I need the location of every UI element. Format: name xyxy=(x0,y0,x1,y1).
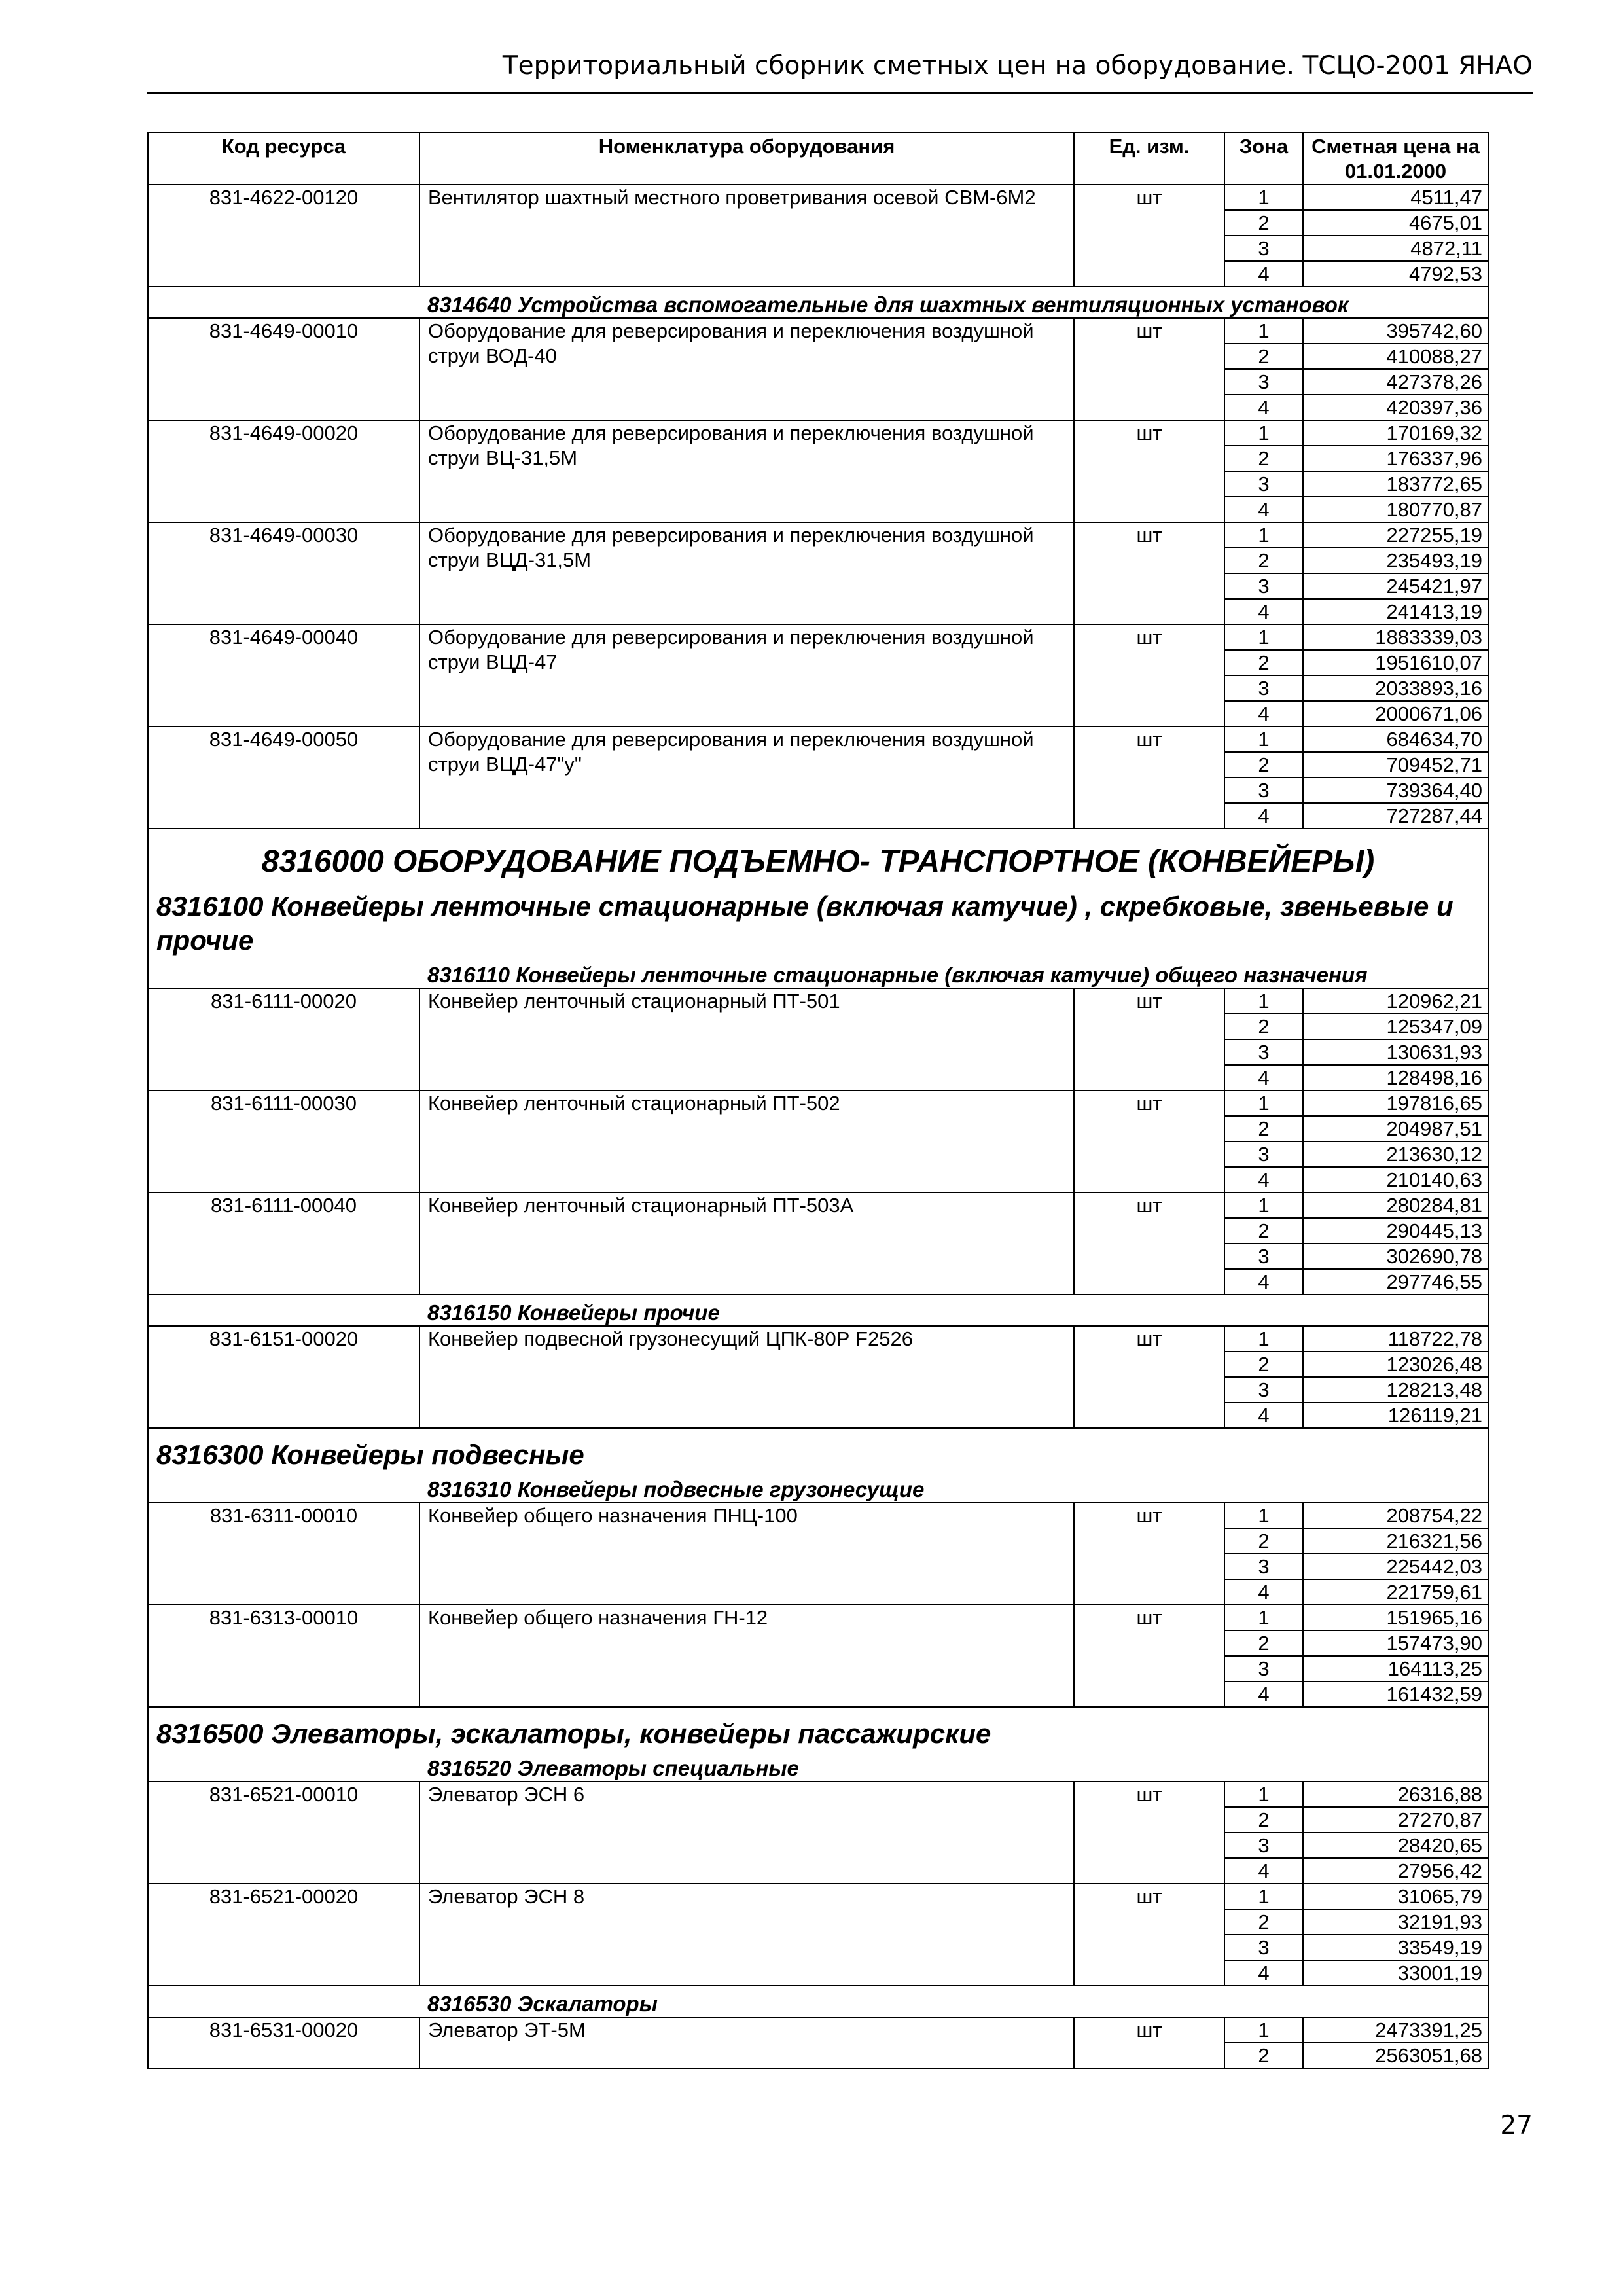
estimated-price: 395742,60 xyxy=(1303,318,1488,344)
equipment-name: Конвейер подвесной грузонесущий ЦПК-80Р F2526 xyxy=(419,1326,1074,1428)
estimated-price: 176337,96 xyxy=(1303,446,1488,471)
zone-value: 3 xyxy=(1224,471,1303,497)
subgroup-heading-spacer xyxy=(148,1751,419,1782)
estimated-price: 27956,42 xyxy=(1303,1858,1488,1884)
estimated-price: 197816,65 xyxy=(1303,1090,1488,1116)
subgroup-heading-row xyxy=(148,287,1488,318)
table-row xyxy=(148,1090,1488,1116)
zone-value: 4 xyxy=(1224,1681,1303,1707)
zone-value: 1 xyxy=(1224,988,1303,1014)
column-header-unit: Ед. изм. xyxy=(1074,132,1224,185)
zone-value: 4 xyxy=(1224,261,1303,287)
estimated-price: 410088,27 xyxy=(1303,344,1488,369)
zone-value: 3 xyxy=(1224,675,1303,701)
zone-value: 2 xyxy=(1224,210,1303,236)
zone-value: 2 xyxy=(1224,446,1303,471)
subgroup-heading: 8316530 Эскалаторы xyxy=(419,1986,1488,2017)
estimated-price: 4792,53 xyxy=(1303,261,1488,287)
estimated-price: 427378,26 xyxy=(1303,369,1488,395)
subgroup-heading-spacer xyxy=(148,287,419,318)
estimated-price: 235493,19 xyxy=(1303,548,1488,573)
column-header-price: Сметная цена на 01.01.2000 xyxy=(1303,132,1488,185)
resource-code: 831-6521-00020 xyxy=(148,1884,419,1986)
zone-value: 1 xyxy=(1224,1782,1303,1807)
group-heading-row xyxy=(148,880,1488,958)
zone-value: 3 xyxy=(1224,369,1303,395)
estimated-price: 302690,78 xyxy=(1303,1244,1488,1269)
subgroup-heading: 8316310 Конвейеры подвесные грузонесущие xyxy=(419,1472,1488,1503)
table-row xyxy=(148,1503,1488,1528)
table-header-row xyxy=(148,132,1488,185)
estimated-price: 180770,87 xyxy=(1303,497,1488,522)
estimated-price: 2033893,16 xyxy=(1303,675,1488,701)
estimated-price: 227255,19 xyxy=(1303,522,1488,548)
resource-code: 831-6111-00040 xyxy=(148,1193,419,1295)
estimated-price: 2473391,25 xyxy=(1303,2017,1488,2043)
estimated-price: 123026,48 xyxy=(1303,1352,1488,1377)
unit-of-measure: шт xyxy=(1074,988,1224,1090)
table-row xyxy=(148,1884,1488,1909)
estimated-price: 2563051,68 xyxy=(1303,2043,1488,2068)
resource-code: 831-4649-00020 xyxy=(148,420,419,522)
table-body xyxy=(148,185,1488,2068)
equipment-name: Оборудование для реверсирования и переключения воздушной струи ВЦ-31,5М xyxy=(419,420,1074,522)
subgroup-heading: 8316110 Конвейеры ленточные стационарные (включая катучие) общего назначения xyxy=(419,958,1488,988)
estimated-price: 280284,81 xyxy=(1303,1193,1488,1218)
column-header-zone: Зона xyxy=(1224,132,1303,185)
estimated-price: 225442,03 xyxy=(1303,1554,1488,1579)
zone-value: 3 xyxy=(1224,1244,1303,1269)
unit-of-measure: шт xyxy=(1074,318,1224,420)
table-row xyxy=(148,988,1488,1014)
unit-of-measure: шт xyxy=(1074,420,1224,522)
estimated-price: 120962,21 xyxy=(1303,988,1488,1014)
unit-of-measure: шт xyxy=(1074,1326,1224,1428)
estimated-price: 727287,44 xyxy=(1303,803,1488,829)
estimated-price: 31065,79 xyxy=(1303,1884,1488,1909)
subgroup-heading-row xyxy=(148,1295,1488,1326)
zone-value: 1 xyxy=(1224,1884,1303,1909)
equipment-name: Оборудование для реверсирования и переключения воздушной струи ВЦД-47 xyxy=(419,624,1074,726)
zone-value: 4 xyxy=(1224,1579,1303,1605)
equipment-name: Вентилятор шахтный местного проветривания осевой СВМ-6М2 xyxy=(419,185,1074,287)
estimated-price: 4675,01 xyxy=(1303,210,1488,236)
equipment-price-table xyxy=(147,132,1489,2069)
table-row xyxy=(148,2017,1488,2043)
zone-value: 1 xyxy=(1224,1326,1303,1352)
header-divider xyxy=(147,92,1533,94)
estimated-price: 216321,56 xyxy=(1303,1528,1488,1554)
table-row xyxy=(148,420,1488,446)
zone-value: 3 xyxy=(1224,1935,1303,1960)
estimated-price: 170169,32 xyxy=(1303,420,1488,446)
table-row xyxy=(148,1193,1488,1218)
table-row xyxy=(148,1782,1488,1807)
estimated-price: 204987,51 xyxy=(1303,1116,1488,1141)
zone-value: 2 xyxy=(1224,1352,1303,1377)
zone-value: 2 xyxy=(1224,1014,1303,1039)
zone-value: 2 xyxy=(1224,1909,1303,1935)
equipment-name: Конвейер ленточный стационарный ПТ-503А xyxy=(419,1193,1074,1295)
unit-of-measure: шт xyxy=(1074,1884,1224,1986)
zone-value: 4 xyxy=(1224,1269,1303,1295)
page-number: 27 xyxy=(1500,2111,1533,2140)
equipment-name: Конвейер ленточный стационарный ПТ-501 xyxy=(419,988,1074,1090)
zone-value: 4 xyxy=(1224,497,1303,522)
estimated-price: 157473,90 xyxy=(1303,1630,1488,1656)
estimated-price: 33001,19 xyxy=(1303,1960,1488,1986)
estimated-price: 1883339,03 xyxy=(1303,624,1488,650)
estimated-price: 208754,22 xyxy=(1303,1503,1488,1528)
estimated-price: 4511,47 xyxy=(1303,185,1488,210)
subgroup-heading-row xyxy=(148,1751,1488,1782)
resource-code: 831-6313-00010 xyxy=(148,1605,419,1707)
equipment-name: Элеватор ЭСН 8 xyxy=(419,1884,1074,1986)
table-row xyxy=(148,1326,1488,1352)
group-heading-row xyxy=(148,1428,1488,1472)
estimated-price: 126119,21 xyxy=(1303,1403,1488,1428)
zone-value: 3 xyxy=(1224,778,1303,803)
estimated-price: 161432,59 xyxy=(1303,1681,1488,1707)
subgroup-heading-row xyxy=(148,958,1488,988)
subgroup-heading-spacer xyxy=(148,1472,419,1503)
zone-value: 3 xyxy=(1224,1656,1303,1681)
zone-value: 2 xyxy=(1224,1528,1303,1554)
estimated-price: 33549,19 xyxy=(1303,1935,1488,1960)
resource-code: 831-4649-00040 xyxy=(148,624,419,726)
subgroup-heading-spacer xyxy=(148,1986,419,2017)
equipment-name: Конвейер общего назначения ПНЦ-100 xyxy=(419,1503,1074,1605)
estimated-price: 684634,70 xyxy=(1303,726,1488,752)
estimated-price: 28420,65 xyxy=(1303,1833,1488,1858)
subgroup-heading: 8316520 Элеваторы специальные xyxy=(419,1751,1488,1782)
table-row xyxy=(148,624,1488,650)
estimated-price: 210140,63 xyxy=(1303,1167,1488,1193)
group-heading: 8316300 Конвейеры подвесные xyxy=(148,1428,1488,1472)
resource-code: 831-6111-00020 xyxy=(148,988,419,1090)
estimated-price: 128213,48 xyxy=(1303,1377,1488,1403)
estimated-price: 151965,16 xyxy=(1303,1605,1488,1630)
estimated-price: 128498,16 xyxy=(1303,1065,1488,1090)
unit-of-measure: шт xyxy=(1074,1605,1224,1707)
estimated-price: 26316,88 xyxy=(1303,1782,1488,1807)
estimated-price: 297746,55 xyxy=(1303,1269,1488,1295)
resource-code: 831-4649-00010 xyxy=(148,318,419,420)
zone-value: 4 xyxy=(1224,701,1303,726)
estimated-price: 221759,61 xyxy=(1303,1579,1488,1605)
equipment-name: Конвейер ленточный стационарный ПТ-502 xyxy=(419,1090,1074,1193)
estimated-price: 2000671,06 xyxy=(1303,701,1488,726)
unit-of-measure: шт xyxy=(1074,1090,1224,1193)
zone-value: 2 xyxy=(1224,344,1303,369)
group-heading: 8316500 Элеваторы, эскалаторы, конвейеры пассажирские xyxy=(148,1707,1488,1751)
resource-code: 831-6111-00030 xyxy=(148,1090,419,1193)
subgroup-heading-spacer xyxy=(148,1295,419,1326)
estimated-price: 32191,93 xyxy=(1303,1909,1488,1935)
zone-value: 1 xyxy=(1224,1090,1303,1116)
estimated-price: 1951610,07 xyxy=(1303,650,1488,675)
zone-value: 2 xyxy=(1224,1807,1303,1833)
section-heading-row xyxy=(148,829,1488,880)
resource-code: 831-6521-00010 xyxy=(148,1782,419,1884)
estimated-price: 245421,97 xyxy=(1303,573,1488,599)
table-row xyxy=(148,726,1488,752)
resource-code: 831-4649-00030 xyxy=(148,522,419,624)
resource-code: 831-6151-00020 xyxy=(148,1326,419,1428)
resource-code: 831-4649-00050 xyxy=(148,726,419,829)
unit-of-measure: шт xyxy=(1074,1782,1224,1884)
zone-value: 4 xyxy=(1224,1858,1303,1884)
unit-of-measure: шт xyxy=(1074,522,1224,624)
estimated-price: 164113,25 xyxy=(1303,1656,1488,1681)
unit-of-measure: шт xyxy=(1074,2017,1224,2068)
table-row xyxy=(148,522,1488,548)
zone-value: 4 xyxy=(1224,1403,1303,1428)
zone-value: 4 xyxy=(1224,803,1303,829)
estimated-price: 290445,13 xyxy=(1303,1218,1488,1244)
group-heading-row xyxy=(148,1707,1488,1751)
equipment-name: Элеватор ЭТ-5М xyxy=(419,2017,1074,2068)
subgroup-heading: 8314640 Устройства вспомогательные для шахтных вентиляционных установок xyxy=(419,287,1488,318)
zone-value: 1 xyxy=(1224,726,1303,752)
zone-value: 1 xyxy=(1224,522,1303,548)
zone-value: 1 xyxy=(1224,624,1303,650)
resource-code: 831-6311-00010 xyxy=(148,1503,419,1605)
zone-value: 3 xyxy=(1224,1039,1303,1065)
equipment-name: Оборудование для реверсирования и переключения воздушной струи ВОД-40 xyxy=(419,318,1074,420)
zone-value: 1 xyxy=(1224,420,1303,446)
estimated-price: 183772,65 xyxy=(1303,471,1488,497)
equipment-name: Элеватор ЭСН 6 xyxy=(419,1782,1074,1884)
zone-value: 2 xyxy=(1224,2043,1303,2068)
zone-value: 1 xyxy=(1224,185,1303,210)
equipment-name: Конвейер общего назначения ГН-12 xyxy=(419,1605,1074,1707)
document-header-title: Территориальный сборник сметных цен на оборудование. ТСЦО-2001 ЯНАО xyxy=(502,51,1533,81)
zone-value: 4 xyxy=(1224,1960,1303,1986)
zone-value: 4 xyxy=(1224,1167,1303,1193)
column-header-name: Номенклатура оборудования xyxy=(419,132,1074,185)
subgroup-heading-row xyxy=(148,1472,1488,1503)
unit-of-measure: шт xyxy=(1074,726,1224,829)
zone-value: 2 xyxy=(1224,1630,1303,1656)
zone-value: 1 xyxy=(1224,318,1303,344)
subgroup-heading-spacer xyxy=(148,958,419,988)
unit-of-measure: шт xyxy=(1074,185,1224,287)
table-row xyxy=(148,1605,1488,1630)
zone-value: 1 xyxy=(1224,1193,1303,1218)
estimated-price: 213630,12 xyxy=(1303,1141,1488,1167)
unit-of-measure: шт xyxy=(1074,1193,1224,1295)
zone-value: 2 xyxy=(1224,1116,1303,1141)
zone-value: 2 xyxy=(1224,650,1303,675)
subgroup-heading-row xyxy=(148,1986,1488,2017)
unit-of-measure: шт xyxy=(1074,624,1224,726)
zone-value: 2 xyxy=(1224,752,1303,778)
zone-value: 2 xyxy=(1224,1218,1303,1244)
estimated-price: 241413,19 xyxy=(1303,599,1488,624)
resource-code: 831-6531-00020 xyxy=(148,2017,419,2068)
zone-value: 3 xyxy=(1224,1141,1303,1167)
section-heading: 8316000 ОБОРУДОВАНИЕ ПОДЪЕМНО- ТРАНСПОРТНОЕ (КОНВЕЙЕРЫ) xyxy=(148,829,1488,880)
estimated-price: 739364,40 xyxy=(1303,778,1488,803)
equipment-name: Оборудование для реверсирования и переключения воздушной струи ВЦД-31,5М xyxy=(419,522,1074,624)
zone-value: 1 xyxy=(1224,1503,1303,1528)
zone-value: 2 xyxy=(1224,548,1303,573)
zone-value: 4 xyxy=(1224,395,1303,420)
estimated-price: 27270,87 xyxy=(1303,1807,1488,1833)
zone-value: 1 xyxy=(1224,1605,1303,1630)
resource-code: 831-4622-00120 xyxy=(148,185,419,287)
zone-value: 1 xyxy=(1224,2017,1303,2043)
zone-value: 3 xyxy=(1224,1377,1303,1403)
estimated-price: 125347,09 xyxy=(1303,1014,1488,1039)
estimated-price: 709452,71 xyxy=(1303,752,1488,778)
estimated-price: 130631,93 xyxy=(1303,1039,1488,1065)
zone-value: 3 xyxy=(1224,1554,1303,1579)
estimated-price: 4872,11 xyxy=(1303,236,1488,261)
table-row xyxy=(148,185,1488,210)
zone-value: 4 xyxy=(1224,599,1303,624)
estimated-price: 118722,78 xyxy=(1303,1326,1488,1352)
column-header-code: Код ресурса xyxy=(148,132,419,185)
estimated-price: 420397,36 xyxy=(1303,395,1488,420)
group-heading: 8316100 Конвейеры ленточные стационарные (включая катучие) , скребковые, звеньевые и прочие xyxy=(148,880,1488,958)
unit-of-measure: шт xyxy=(1074,1503,1224,1605)
zone-value: 3 xyxy=(1224,236,1303,261)
equipment-name: Оборудование для реверсирования и переключения воздушной струи ВЦД-47"у" xyxy=(419,726,1074,829)
zone-value: 4 xyxy=(1224,1065,1303,1090)
table-row xyxy=(148,318,1488,344)
zone-value: 3 xyxy=(1224,573,1303,599)
subgroup-heading: 8316150 Конвейеры прочие xyxy=(419,1295,1488,1326)
zone-value: 3 xyxy=(1224,1833,1303,1858)
